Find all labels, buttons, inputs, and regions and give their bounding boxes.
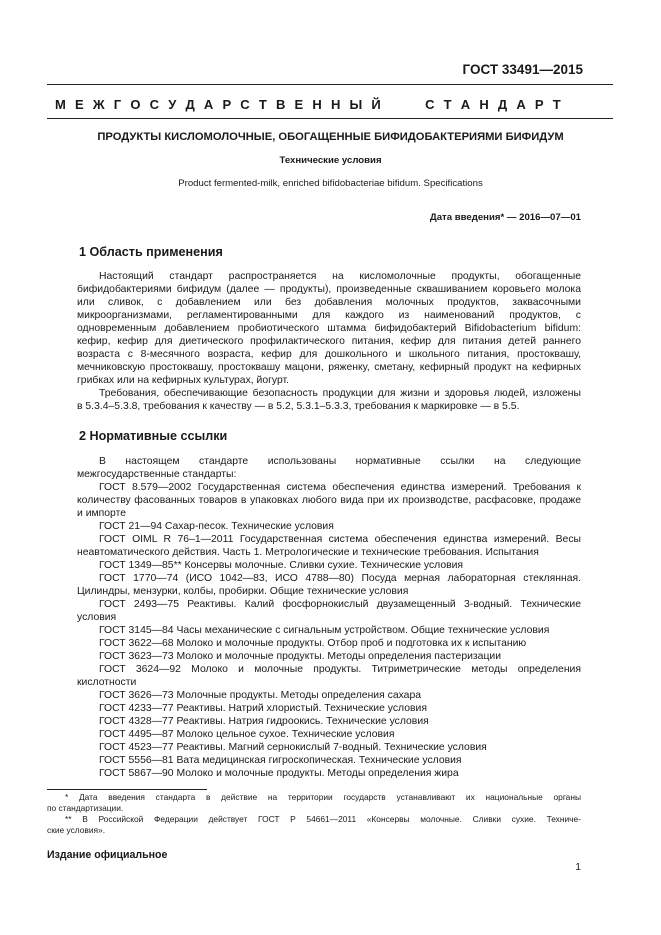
text-line: ГОСТ 3623—73 Молоко и молочные продукты. Методы определения пастеризации bbox=[99, 651, 502, 662]
footnotes bbox=[47, 792, 581, 836]
text-line: в 5.3.4–5.3.8, требования к качеству — в 5.2, 5.3.1–5.3.3, требования к маркировке — в 5.5. bbox=[77, 401, 520, 412]
banner-letter: Р bbox=[534, 97, 544, 112]
text-line: В настоящем стандарте использованы нормативные ссылки на следующие bbox=[99, 456, 581, 467]
english-title: Product fermented-milk, enriched bifidobacteriae bifidum. Specifications bbox=[178, 178, 483, 189]
document-title: ПРОДУКТЫ КИСЛОМОЛОЧНЫЕ, ОБОГАЩЕННЫЕ БИФИДОБАКТЕРИЯМИ БИФИДУМ bbox=[97, 131, 564, 143]
banner-letter: Т bbox=[552, 97, 561, 112]
text-line: Требования, обеспечивающие безопасность продукции для жизни и здоровья людей, изложены bbox=[99, 388, 581, 399]
text-line: кефир, кефир для диетического профилактического питания, кефир для питания детей раннего bbox=[77, 336, 581, 347]
banner-word-gap bbox=[390, 97, 416, 112]
text-line: ГОСТ 1770—74 (ИСО 1042—83, ИСО 4788—80) Посуда мерная лабораторная стеклянная. bbox=[99, 573, 581, 584]
text-line: ГОСТ 5556—81 Вата медицинская гигроскопическая. Технические условия bbox=[99, 755, 462, 766]
text-line: или сливок, с добавлением или без добавления молочных продуктов, заквасочными bbox=[77, 297, 581, 308]
text-line: ГОСТ 21—94 Сахар-песок. Технические условия bbox=[99, 521, 334, 532]
banner-letter: Р bbox=[222, 97, 232, 112]
official-edition-label: Издание официальное bbox=[47, 849, 168, 861]
text-line: ГОСТ OIML R 76–1—2011 Государственная система обеспечения единства измерений. Весы bbox=[99, 534, 581, 545]
text-line: ГОСТ 2493—75 Реактивы. Калий фосфорнокислый двузамещенный 3-водный. Технические bbox=[99, 599, 581, 610]
text-line: межгосударственные стандарты: bbox=[77, 469, 237, 480]
banner-letter: С bbox=[425, 97, 435, 112]
header-rule-top bbox=[47, 84, 613, 85]
text-line: ГОСТ 3624—92 Молоко и молочные продукты. Титриметрические методы определения bbox=[99, 664, 581, 675]
banner-letter: Е bbox=[75, 97, 84, 112]
banner-letter: У bbox=[168, 97, 177, 112]
banner-letter: М bbox=[55, 97, 66, 112]
text-line: кислотности bbox=[77, 677, 137, 688]
banner-letter: С bbox=[240, 97, 250, 112]
banner-letter: А bbox=[516, 97, 526, 112]
banner-letter: Ы bbox=[349, 97, 363, 112]
text-line: Цилиндры, мензурки, колбы, пробирки. Общие технические условия bbox=[77, 586, 409, 597]
text-line: микроорганизмами, регламентированными для каждого из наименований продуктов, с bbox=[77, 310, 581, 321]
document-code: ГОСТ 33491—2015 bbox=[462, 62, 583, 77]
banner-letter: С bbox=[149, 97, 160, 112]
text-line: ГОСТ 3626—73 Молочные продукты. Методы определения сахара bbox=[99, 690, 422, 701]
page-number: 1 bbox=[575, 862, 581, 873]
text-line: ГОСТ 5867—90 Молоко и молочные продукты. Методы определения жира bbox=[99, 768, 459, 779]
banner-letter: О bbox=[130, 97, 141, 112]
introduction-date: Дата введения* — 2016—07—01 bbox=[429, 212, 581, 223]
banner-letter: Ж bbox=[92, 97, 105, 112]
banner-letter: А bbox=[203, 97, 214, 112]
banner-letter: Г bbox=[113, 97, 122, 112]
text-line: ГОСТ 8.579—2002 Государственная система обеспечения единства измерений. Требования к bbox=[99, 482, 581, 493]
text-line: условия bbox=[77, 612, 117, 623]
text-line: ГОСТ 3622—68 Молоко и молочные продукты. Отбор проб и подготовка их к испытанию bbox=[99, 638, 527, 649]
section-1-heading: 1 Область применения bbox=[79, 245, 223, 259]
text-line: Настоящий стандарт распространяется на кисломолочные продукты, обогащенные bbox=[99, 271, 581, 282]
banner-letter: Е bbox=[294, 97, 304, 112]
text-line: количеству фасованных товаров в упаковках любого вида при их производстве, расфасовке, продаже bbox=[77, 495, 581, 506]
banner-letter: Д bbox=[185, 97, 195, 112]
banner-letter: Н bbox=[330, 97, 341, 112]
document-subtitle: Технические условия bbox=[279, 155, 382, 166]
banner-letter: Н bbox=[479, 97, 489, 112]
banner-letter: А bbox=[460, 97, 471, 112]
footnote-rule bbox=[47, 789, 207, 790]
text-line: ГОСТ 4495—87 Молоко цельное сухое. Технические условия bbox=[99, 729, 395, 740]
banner-letter: Т bbox=[258, 97, 267, 112]
text-line: ские условия». bbox=[47, 825, 106, 835]
text-line: ** В Российской Федерации действует ГОСТ Р 54661—2011 «Консервы молочные. Сливки сухие. Техниче- bbox=[65, 814, 581, 824]
section-2-body bbox=[77, 455, 581, 780]
text-line: одновременным добавлением пробиотического штамма бифидобактерий Bifidobacterium bifidum: bbox=[77, 323, 581, 334]
banner-letter: Д bbox=[497, 97, 508, 112]
text-line: ГОСТ 3145—84 Часы механические с сигнальным устройством. Общие технические условия bbox=[99, 625, 550, 636]
text-line: и импорте bbox=[77, 508, 127, 519]
text-line: по стандартизации. bbox=[47, 803, 124, 813]
text-line: бифидобактериями бифидум (далее — продукты), произведенные сквашиванием коровьего молока bbox=[77, 284, 581, 295]
section-1-body bbox=[77, 270, 581, 413]
text-line: мечниковскую простоквашу, простоквашу мацони, ряженку, сметану, кефирный продукт на кефирных bbox=[77, 362, 581, 373]
text-line: грибках или на кефирных культурах, йогурт. bbox=[77, 375, 290, 386]
header-rule-bottom bbox=[47, 118, 613, 119]
text-line: ГОСТ 4328—77 Реактивы. Натрия гидроокись. Технические условия bbox=[99, 716, 429, 727]
text-line: ГОСТ 1349—85** Консервы молочные. Сливки сухие. Технические условия bbox=[99, 560, 464, 571]
banner-letter: Н bbox=[312, 97, 322, 112]
banner-letter: Й bbox=[371, 97, 381, 112]
banner-letter: Т bbox=[443, 97, 452, 112]
text-line: неавтоматического действия. Часть 1. Метрологические и технические требования. Испытания bbox=[77, 547, 539, 558]
interstate-standard-banner bbox=[55, 97, 561, 112]
banner-letter: В bbox=[275, 97, 286, 112]
section-2-heading: 2 Нормативные ссылки bbox=[79, 429, 228, 443]
text-line: * Дата введения стандарта в действие на территории государств устанавливают их национальные органы bbox=[65, 792, 581, 802]
text-line: ГОСТ 4233—77 Реактивы. Натрий хлористый. Технические условия bbox=[99, 703, 427, 714]
text-line: возраста с 8-месячного возраста, кефир для дошкольного и школьного питания, простоквашу, bbox=[77, 349, 581, 360]
text-line: ГОСТ 4523—77 Реактивы. Магний сернокислый 7-водный. Технические условия bbox=[99, 742, 487, 753]
